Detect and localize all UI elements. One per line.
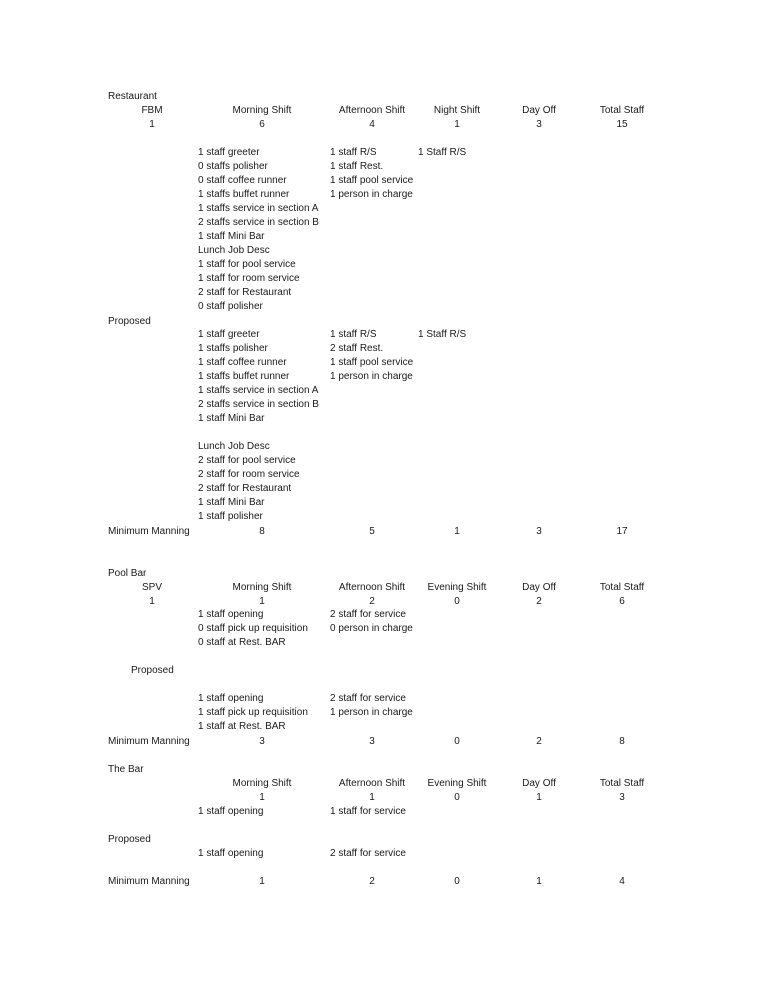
- count-evening: 0: [454, 596, 460, 607]
- list-item: 1 staff at Rest. BAR: [198, 721, 286, 732]
- col-header-night: Night Shift: [433, 105, 481, 116]
- list-item: 1 staff R/S: [330, 329, 377, 340]
- minimum-manning-label: Minimum Manning: [108, 736, 190, 747]
- col-header-evening: Evening Shift: [427, 778, 487, 789]
- current-afternoon-list: [330, 147, 413, 203]
- list-item: 0 staff coffee runner: [198, 175, 287, 186]
- proposed-night-note: 1 Staff R/S: [418, 329, 467, 340]
- minimum-manning-label: Minimum Manning: [108, 876, 190, 887]
- list-item: 1 staff greeter: [198, 329, 260, 340]
- proposed-afternoon-list: [330, 329, 413, 385]
- list-item: 1 staffs polisher: [198, 343, 268, 354]
- list-item: 1 staff opening: [198, 693, 264, 704]
- col-header-dayoff: Day Off: [522, 778, 556, 789]
- current-morning-note: 1 staff opening: [198, 806, 264, 817]
- col-header-morning: Morning Shift: [232, 778, 292, 789]
- list-item: 2 staff for service: [330, 693, 406, 704]
- minimum-total: 17: [616, 526, 628, 537]
- minimum-afternoon: 3: [369, 736, 375, 747]
- count-dayoff: 1: [536, 792, 542, 803]
- list-item: Lunch Job Desc: [198, 441, 270, 452]
- count-spv: 1: [149, 596, 155, 607]
- minimum-night: 1: [454, 526, 460, 537]
- list-item: 2 staff for service: [330, 609, 406, 620]
- list-item: 0 staffs polisher: [198, 161, 268, 172]
- list-item: Lunch Job Desc: [198, 245, 270, 256]
- proposed-lunch-list: [198, 441, 300, 525]
- col-header-evening: Evening Shift: [427, 582, 487, 593]
- col-header-fbm: FBM: [141, 105, 163, 116]
- list-item: 0 staff at Rest. BAR: [198, 637, 286, 648]
- count-total: 15: [616, 119, 628, 130]
- proposed-label: Proposed: [108, 834, 151, 845]
- count-morning: 1: [259, 596, 265, 607]
- list-item: 1 staff pool service: [330, 175, 414, 186]
- list-item: 0 person in charge: [330, 623, 413, 634]
- list-item: 1 staff Mini Bar: [198, 413, 265, 424]
- list-item: 2 staffs service in section B: [198, 217, 319, 228]
- col-header-afternoon: Afternoon Shift: [338, 778, 406, 789]
- list-item: 1 staff coffee runner: [198, 357, 287, 368]
- minimum-afternoon: 5: [369, 526, 375, 537]
- list-item: 2 staff for room service: [198, 469, 300, 480]
- col-header-dayoff: Day Off: [522, 582, 556, 593]
- minimum-evening: 0: [454, 736, 460, 747]
- proposed-label: Proposed: [108, 316, 151, 327]
- list-item: 1 staff greeter: [198, 147, 260, 158]
- list-item: 1 staff polisher: [198, 511, 263, 522]
- list-item: 2 staffs service in section B: [198, 399, 319, 410]
- col-header-afternoon: Afternoon Shift: [338, 105, 406, 116]
- minimum-total: 8: [619, 736, 625, 747]
- restaurant-title: Restaurant: [108, 91, 157, 102]
- current-morning-list: [198, 609, 308, 651]
- current-afternoon-note: 1 staff for service: [330, 806, 406, 817]
- list-item: 1 person in charge: [330, 189, 413, 200]
- minimum-total: 4: [619, 876, 625, 887]
- col-header-spv: SPV: [141, 582, 163, 593]
- list-item: 1 staff for pool service: [198, 259, 296, 270]
- minimum-dayoff: 2: [536, 736, 542, 747]
- list-item: 1 staffs buffet runner: [198, 189, 290, 200]
- list-item: 2 staff for Restaurant: [198, 287, 292, 298]
- count-total: 3: [619, 792, 625, 803]
- proposed-label: Proposed: [131, 665, 174, 676]
- list-item: 1 staffs buffet runner: [198, 371, 290, 382]
- list-item: 1 person in charge: [330, 707, 413, 718]
- proposed-morning-list: [198, 329, 319, 427]
- count-afternoon: 4: [369, 119, 375, 130]
- list-item: 1 staffs service in section A: [198, 203, 319, 214]
- count-morning: 6: [259, 119, 265, 130]
- count-afternoon: 1: [369, 792, 375, 803]
- list-item: 0 staff pick up requisition: [198, 623, 308, 634]
- count-dayoff: 2: [536, 596, 542, 607]
- list-item: 1 staffs service in section A: [198, 385, 319, 396]
- count-dayoff: 3: [536, 119, 542, 130]
- minimum-morning: 8: [259, 526, 265, 537]
- count-total: 6: [619, 596, 625, 607]
- the-bar-title: The Bar: [108, 764, 144, 775]
- proposed-morning-list: [198, 693, 308, 735]
- count-fbm: 1: [149, 119, 155, 130]
- list-item: 1 person in charge: [330, 371, 413, 382]
- current-night-note: 1 Staff R/S: [418, 147, 467, 158]
- list-item: 1 staff for room service: [198, 273, 300, 284]
- minimum-afternoon: 2: [369, 876, 375, 887]
- current-afternoon-list: [330, 609, 413, 637]
- list-item: 1 staff pool service: [330, 357, 414, 368]
- minimum-dayoff: 1: [536, 876, 542, 887]
- list-item: 2 staff Rest.: [330, 343, 384, 354]
- proposed-afternoon-note: 2 staff for service: [330, 848, 406, 859]
- minimum-dayoff: 3: [536, 526, 542, 537]
- proposed-afternoon-list: [330, 693, 413, 721]
- proposed-morning-note: 1 staff opening: [198, 848, 264, 859]
- list-item: 1 staff Mini Bar: [198, 497, 265, 508]
- minimum-evening: 0: [454, 876, 460, 887]
- count-night: 1: [454, 119, 460, 130]
- pool-bar-title: Pool Bar: [108, 568, 147, 579]
- list-item: 2 staff for pool service: [198, 455, 296, 466]
- list-item: 1 staff Rest.: [330, 161, 384, 172]
- count-evening: 0: [454, 792, 460, 803]
- list-item: 1 staff Mini Bar: [198, 231, 265, 242]
- count-afternoon: 2: [369, 596, 375, 607]
- minimum-morning: 1: [259, 876, 265, 887]
- col-header-total: Total Staff: [599, 105, 645, 116]
- minimum-morning: 3: [259, 736, 265, 747]
- list-item: 2 staff for Restaurant: [198, 483, 292, 494]
- list-item: 1 staff pick up requisition: [198, 707, 308, 718]
- col-header-morning: Morning Shift: [232, 105, 292, 116]
- col-header-dayoff: Day Off: [522, 105, 556, 116]
- list-item: 0 staff polisher: [198, 301, 263, 312]
- list-item: 1 staff R/S: [330, 147, 377, 158]
- list-item: 1 staff opening: [198, 609, 264, 620]
- col-header-total: Total Staff: [599, 778, 645, 789]
- minimum-manning-label: Minimum Manning: [108, 526, 190, 537]
- col-header-morning: Morning Shift: [232, 582, 292, 593]
- current-morning-list: [198, 147, 319, 315]
- col-header-afternoon: Afternoon Shift: [338, 582, 406, 593]
- count-morning: 1: [259, 792, 265, 803]
- col-header-total: Total Staff: [599, 582, 645, 593]
